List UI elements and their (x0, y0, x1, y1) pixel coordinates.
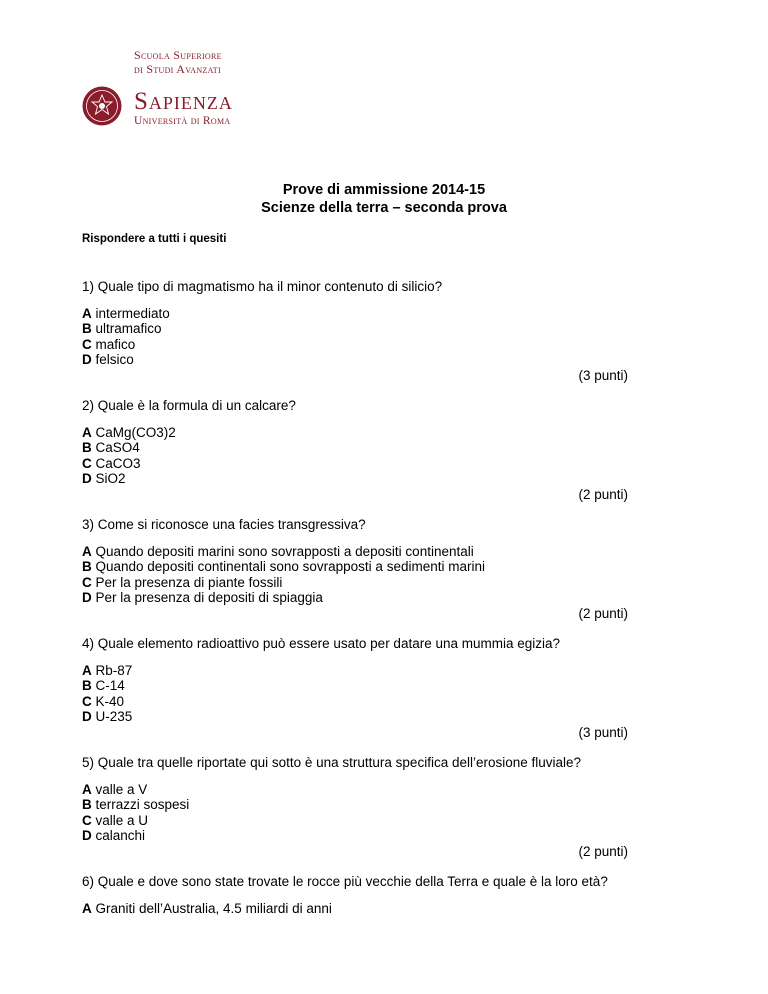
option-letter: A (82, 662, 92, 678)
option-letter: B (82, 321, 92, 336)
option-text: Quando depositi continentali sono sovrapposti a sedimenti marini (91, 559, 485, 574)
question-4 (82, 636, 560, 725)
question-1-points: (3 punti) (578, 368, 628, 383)
option-letter: B (82, 559, 92, 574)
option-text: Rb-87 (91, 662, 133, 678)
option-text: mafico (91, 336, 136, 352)
option-a (82, 663, 560, 679)
option-text: SiO2 (91, 471, 126, 486)
brand-name: Sapienza (134, 88, 233, 115)
option-letter: A (82, 305, 92, 321)
option-letter: B (82, 797, 92, 812)
option-a (82, 782, 581, 798)
school-line-1: Scuola Superiore (134, 48, 222, 62)
option-letter: C (82, 336, 92, 352)
question-3-points: (2 punti) (578, 606, 628, 621)
option-letter: C (82, 812, 92, 828)
question-2-points: (2 punti) (578, 487, 628, 502)
option-letter: D (82, 590, 92, 605)
option-letter: B (82, 440, 92, 455)
option-c (82, 456, 296, 472)
option-d (82, 590, 485, 606)
option-letter: C (82, 574, 92, 590)
option-c (82, 575, 485, 591)
option-c (82, 694, 560, 710)
answer-options (82, 901, 608, 917)
option-d (82, 471, 296, 487)
option-text: valle a U (91, 812, 149, 828)
option-a (82, 306, 442, 322)
option-text: C-14 (91, 678, 125, 693)
question-5-points: (2 punti) (578, 844, 628, 859)
title-line-2: Scienze della terra – seconda prova (261, 200, 507, 216)
option-letter: D (82, 471, 92, 486)
question-text: 5) Quale tra quelle riportate qui sotto è una struttura specifica dell’erosione fluviale? (82, 755, 582, 770)
answer-options (82, 544, 485, 606)
option-a (82, 544, 485, 560)
question-5 (82, 755, 581, 844)
answer-options (82, 306, 442, 368)
option-letter: B (82, 678, 92, 693)
option-letter: C (82, 693, 92, 709)
option-a (82, 425, 296, 441)
question-6 (82, 874, 608, 916)
option-d (82, 709, 560, 725)
option-c (82, 813, 581, 829)
question-text: 1) Quale tipo di magmatismo ha il minor contenuto di silicio? (82, 279, 443, 294)
option-text: terrazzi sospesi (91, 797, 190, 812)
option-d (82, 828, 581, 844)
option-a (82, 901, 608, 917)
option-c (82, 337, 442, 353)
question-text: 2) Quale è la formula di un calcare? (82, 398, 296, 413)
option-text: calanchi (91, 828, 146, 843)
option-b (82, 440, 296, 456)
option-text: Per la presenza di piante fossili (91, 574, 283, 590)
question-text: 4) Quale elemento radioattivo può essere usato per datare una mummia egizia? (82, 636, 561, 651)
question-text: 6) Quale e dove sono state trovate le rocce più vecchie della Terra e quale è la loro età? (82, 874, 608, 889)
option-letter: D (82, 828, 92, 843)
answer-options (82, 782, 581, 844)
school-name (134, 48, 222, 76)
option-text: Quando depositi marini sono sovrapposti a depositi continentali (91, 543, 474, 559)
answer-options (82, 663, 560, 725)
option-text: valle a V (91, 781, 148, 797)
option-letter: A (82, 424, 92, 440)
question-1 (82, 279, 442, 368)
brand (134, 90, 233, 128)
option-text: Per la presenza di depositi di spiaggia (91, 590, 323, 605)
option-text: U-235 (91, 709, 133, 724)
option-b (82, 797, 581, 813)
option-letter: A (82, 543, 92, 559)
option-text: CaSO4 (91, 440, 140, 455)
option-letter: A (82, 900, 92, 916)
instruction: Rispondere a tutti i quesiti (82, 233, 227, 245)
option-b (82, 678, 560, 694)
option-letter: C (82, 455, 92, 471)
option-b (82, 559, 485, 575)
brand-subtitle: Università di Roma (134, 115, 231, 127)
option-letter: D (82, 352, 92, 367)
option-text: CaMg(CO3)2 (91, 424, 176, 440)
option-text: CaCO3 (91, 455, 141, 471)
question-text: 3) Come si riconosce una facies transgressiva? (82, 517, 366, 532)
page-title (0, 181, 768, 217)
option-text: ultramafico (91, 321, 162, 336)
option-text: K-40 (91, 693, 125, 709)
option-text: intermediato (91, 305, 170, 321)
school-line-2: di Studi Avanzati (134, 62, 221, 76)
option-text: Graniti dell’Australia, 4.5 miliardi di anni (91, 900, 332, 916)
answer-options (82, 425, 296, 487)
question-4-points: (3 punti) (578, 725, 628, 740)
question-3 (82, 517, 485, 606)
option-b (82, 321, 442, 337)
university-header (82, 48, 382, 128)
option-letter: D (82, 709, 92, 724)
question-2 (82, 398, 296, 487)
sapienza-seal-icon (82, 86, 122, 126)
title-line-1: Prove di ammissione 2014-15 (282, 182, 486, 198)
option-d (82, 352, 442, 368)
option-letter: A (82, 781, 92, 797)
option-text: felsico (91, 352, 134, 367)
